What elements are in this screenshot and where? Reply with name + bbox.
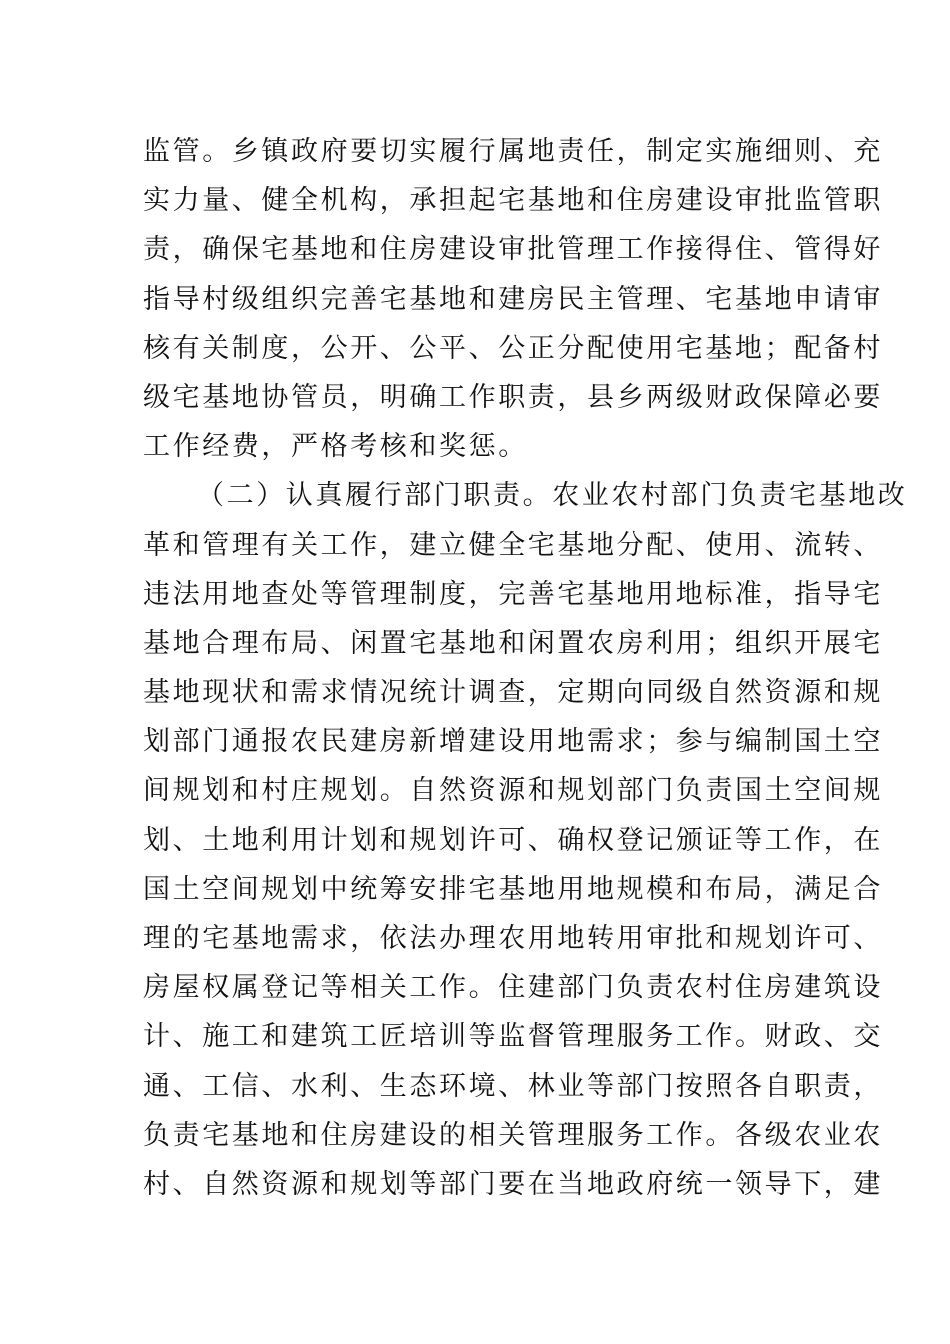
text-line: 间规划和村庄规划。自然资源和规划部门负责国土空间规 — [143, 775, 883, 807]
text-line: 工作经费，严格考核和奖惩。 — [143, 431, 528, 463]
text-line: 房屋权属登记等相关工作。住建部门负责农村住房建筑设 — [143, 972, 883, 1004]
text-line: 国土空间规划中统筹安排宅基地用地规模和布局，满足合 — [143, 873, 883, 905]
text-line: 计、施工和建筑工匠培训等监督管理服务工作。财政、交 — [143, 1021, 883, 1053]
text-line: 理的宅基地需求，依法办理农用地转用审批和规划许可、 — [143, 923, 883, 954]
text-line: 村、自然资源和规划等部门要在当地政府统一领导下，建 — [143, 1168, 883, 1200]
text-line: 指导村级组织完善宅基地和建房民主管理、宅基地申请审 — [143, 283, 883, 315]
text-line: 基地合理布局、闲置宅基地和闲置农房利用；组织开展宅 — [143, 627, 883, 659]
text-line: 级宅基地协管员，明确工作职责，县乡两级财政保障必要 — [143, 381, 883, 413]
text-line: 违法用地查处等管理制度，完善宅基地用地标准，指导宅 — [143, 578, 883, 610]
paragraph-start-line: （二）认真履行部门职责。农业农村部门负责宅基地改 — [197, 480, 908, 512]
text-line: 监管。乡镇政府要切实履行属地责任，制定实施细则、充 — [143, 136, 883, 167]
text-line: 核有关制度，公开、公平、公正分配使用宅基地；配备村 — [143, 332, 883, 364]
document-body — [143, 127, 908, 1209]
text-line: 革和管理有关工作，建立健全宅基地分配、使用、流转、 — [143, 529, 883, 561]
text-line: 基地现状和需求情况统计调查，定期向同级自然资源和规 — [143, 677, 883, 709]
text-line: 责，确保宅基地和住房建设审批管理工作接得住、管得好 — [143, 234, 883, 266]
text-line: 划、土地利用计划和规划许可、确权登记颁证等工作，在 — [143, 824, 883, 856]
text-line: 实力量、健全机构，承担起宅基地和住房建设审批监管职 — [143, 185, 883, 217]
text-line: 负责宅基地和住房建设的相关管理服务工作。各级农业农 — [143, 1119, 883, 1151]
text-line: 划部门通报农民建房新增建设用地需求；参与编制国土空 — [143, 726, 883, 758]
text-line: 通、工信、水利、生态环境、林业等部门按照各自职责， — [143, 1070, 883, 1102]
